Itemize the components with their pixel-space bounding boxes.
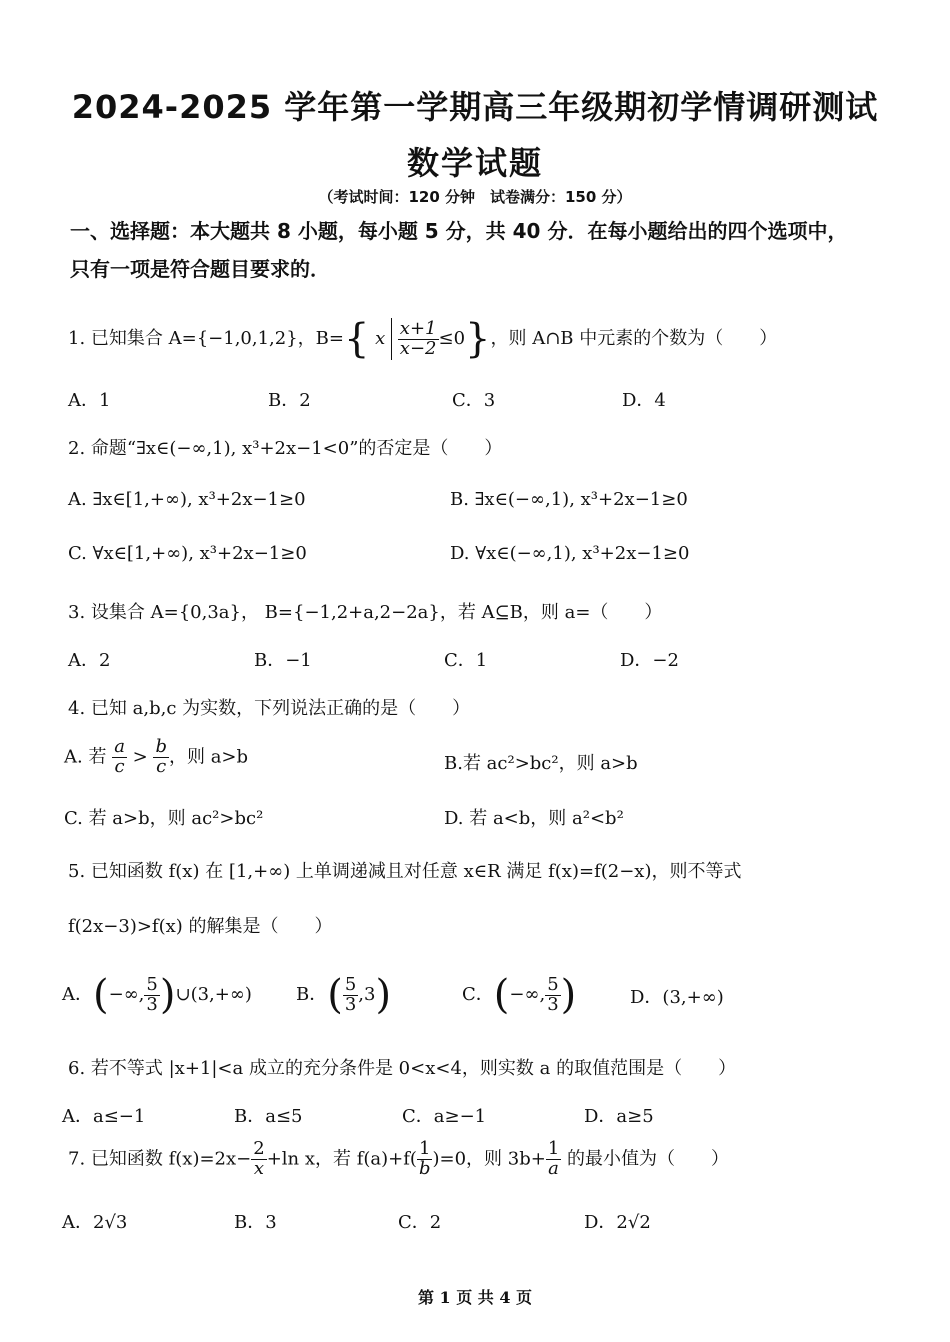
page-footer: 第 1 页 共 4 页 [417, 1288, 533, 1307]
q3-option-c: C．1 [444, 650, 488, 671]
question-5-line2: f(2x−3)>f(x) 的解集是（ ） [68, 916, 333, 937]
question-6: 6. 若不等式 |x+1|<a 成立的充分条件是 0<x<4，则实数 a 的取值范围是（ ） [68, 1058, 737, 1079]
q1-option-b: B．2 [268, 390, 311, 411]
q3-option-b: B．−1 [254, 650, 312, 671]
question-4: 4. 已知 a,b,c 为实数，下列说法正确的是（ ） [68, 698, 471, 719]
q7-option-c: C．2 [398, 1212, 442, 1233]
q4-option-a: A. 若 $\frac{a}{c}$ > $\frac{b}{c}$ ，则 a>b [64, 736, 249, 777]
q3-option-a: A．2 [68, 650, 111, 671]
section-heading-line2: 只有一项是符合题目要求的． [70, 257, 330, 281]
q1-option-d: D．4 [622, 390, 666, 411]
q7-option-a: A．2√3 [62, 1212, 128, 1233]
q3-option-d: D．−2 [620, 650, 679, 671]
question-5-line1: 5. 已知函数 f(x) 在 [1,+∞) 上单调递减且对任意 x∈R 满足 f(x)=f(2−x)，则不等式 [68, 861, 742, 882]
question-3: 3. 设集合 A={0,3a}， B={−1,2+a,2−2a}，若 A⊆B，则 a=（ ） [68, 602, 663, 623]
q1-prefix: 1. 已知集合 [68, 328, 169, 349]
q1-suffix: ，则 A∩B 中元素的个数为（ ） [490, 328, 778, 349]
q2-option-a: A. ∃x∈[1,+∞), x³+2x−1≥0 [68, 489, 306, 510]
question-7: 7. 已知函数 f(x)=2x− $\frac{2}{x}$ +ln x，若 f(a)+f( $\frac{1}{b}$ )=0，则 3b+ $\frac{1}{a}$ 的最小值为（ ） [68, 1138, 729, 1179]
q2-option-d: D. ∀x∈(−∞,1), x³+2x−1≥0 [450, 543, 690, 564]
q5-option-b: B．( $\frac{5}{3}$ ,3) [296, 972, 392, 1018]
q7-option-d: D．2√2 [584, 1212, 651, 1233]
question-2: 2. 命题“∃x∈(−∞,1), x³+2x−1<0”的否定是（ ） [68, 438, 503, 459]
section-heading-line1: 一、选择题：本大题共 8 小题，每小题 5 分，共 40 分．在每小题给出的四个选项中， [70, 219, 848, 243]
q6-option-d: D．a≥5 [584, 1106, 654, 1127]
q6-option-c: C．a≥−1 [402, 1106, 487, 1127]
q4-option-d: D. 若 a<b，则 a²<b² [444, 808, 624, 829]
q5-option-d: D．(3,+∞) [630, 987, 724, 1008]
exam-title: 2024-2025 学年第一学期高三年级期初学情调研测试 [71, 88, 879, 126]
q7-option-b: B．3 [234, 1212, 277, 1233]
q4-option-c: C. 若 a>b，则 ac²>bc² [64, 808, 264, 829]
exam-info: （考试时间：120 分钟 试卷满分：150 分） [318, 188, 632, 206]
exam-subtitle: 数学试题 [406, 144, 543, 182]
question-1: 1. 已知集合 A={−1,0,1,2}，B={ x $\frac{x+1}{x-2}$ ≤0}，则 A∩B 中元素的个数为（ ） [68, 316, 778, 362]
q6-option-a: A．a≤−1 [62, 1106, 146, 1127]
q5-option-c: C．(−∞, $\frac{5}{3}$ ) [462, 972, 577, 1018]
q5-option-a: A．(−∞, $\frac{5}{3}$ )∪(3,+∞) [62, 972, 252, 1018]
q2-option-b: B. ∃x∈(−∞,1), x³+2x−1≥0 [450, 489, 688, 510]
q1-option-c: C．3 [452, 390, 496, 411]
q1-option-a: A．1 [68, 390, 111, 411]
q1-sets: A={−1,0,1,2}，B= [168, 328, 344, 349]
q2-option-c: C. ∀x∈[1,+∞), x³+2x−1≥0 [68, 543, 307, 564]
q6-option-b: B．a≤5 [234, 1106, 303, 1127]
q4-option-b: B.若 ac²>bc²，则 a>b [444, 753, 638, 774]
